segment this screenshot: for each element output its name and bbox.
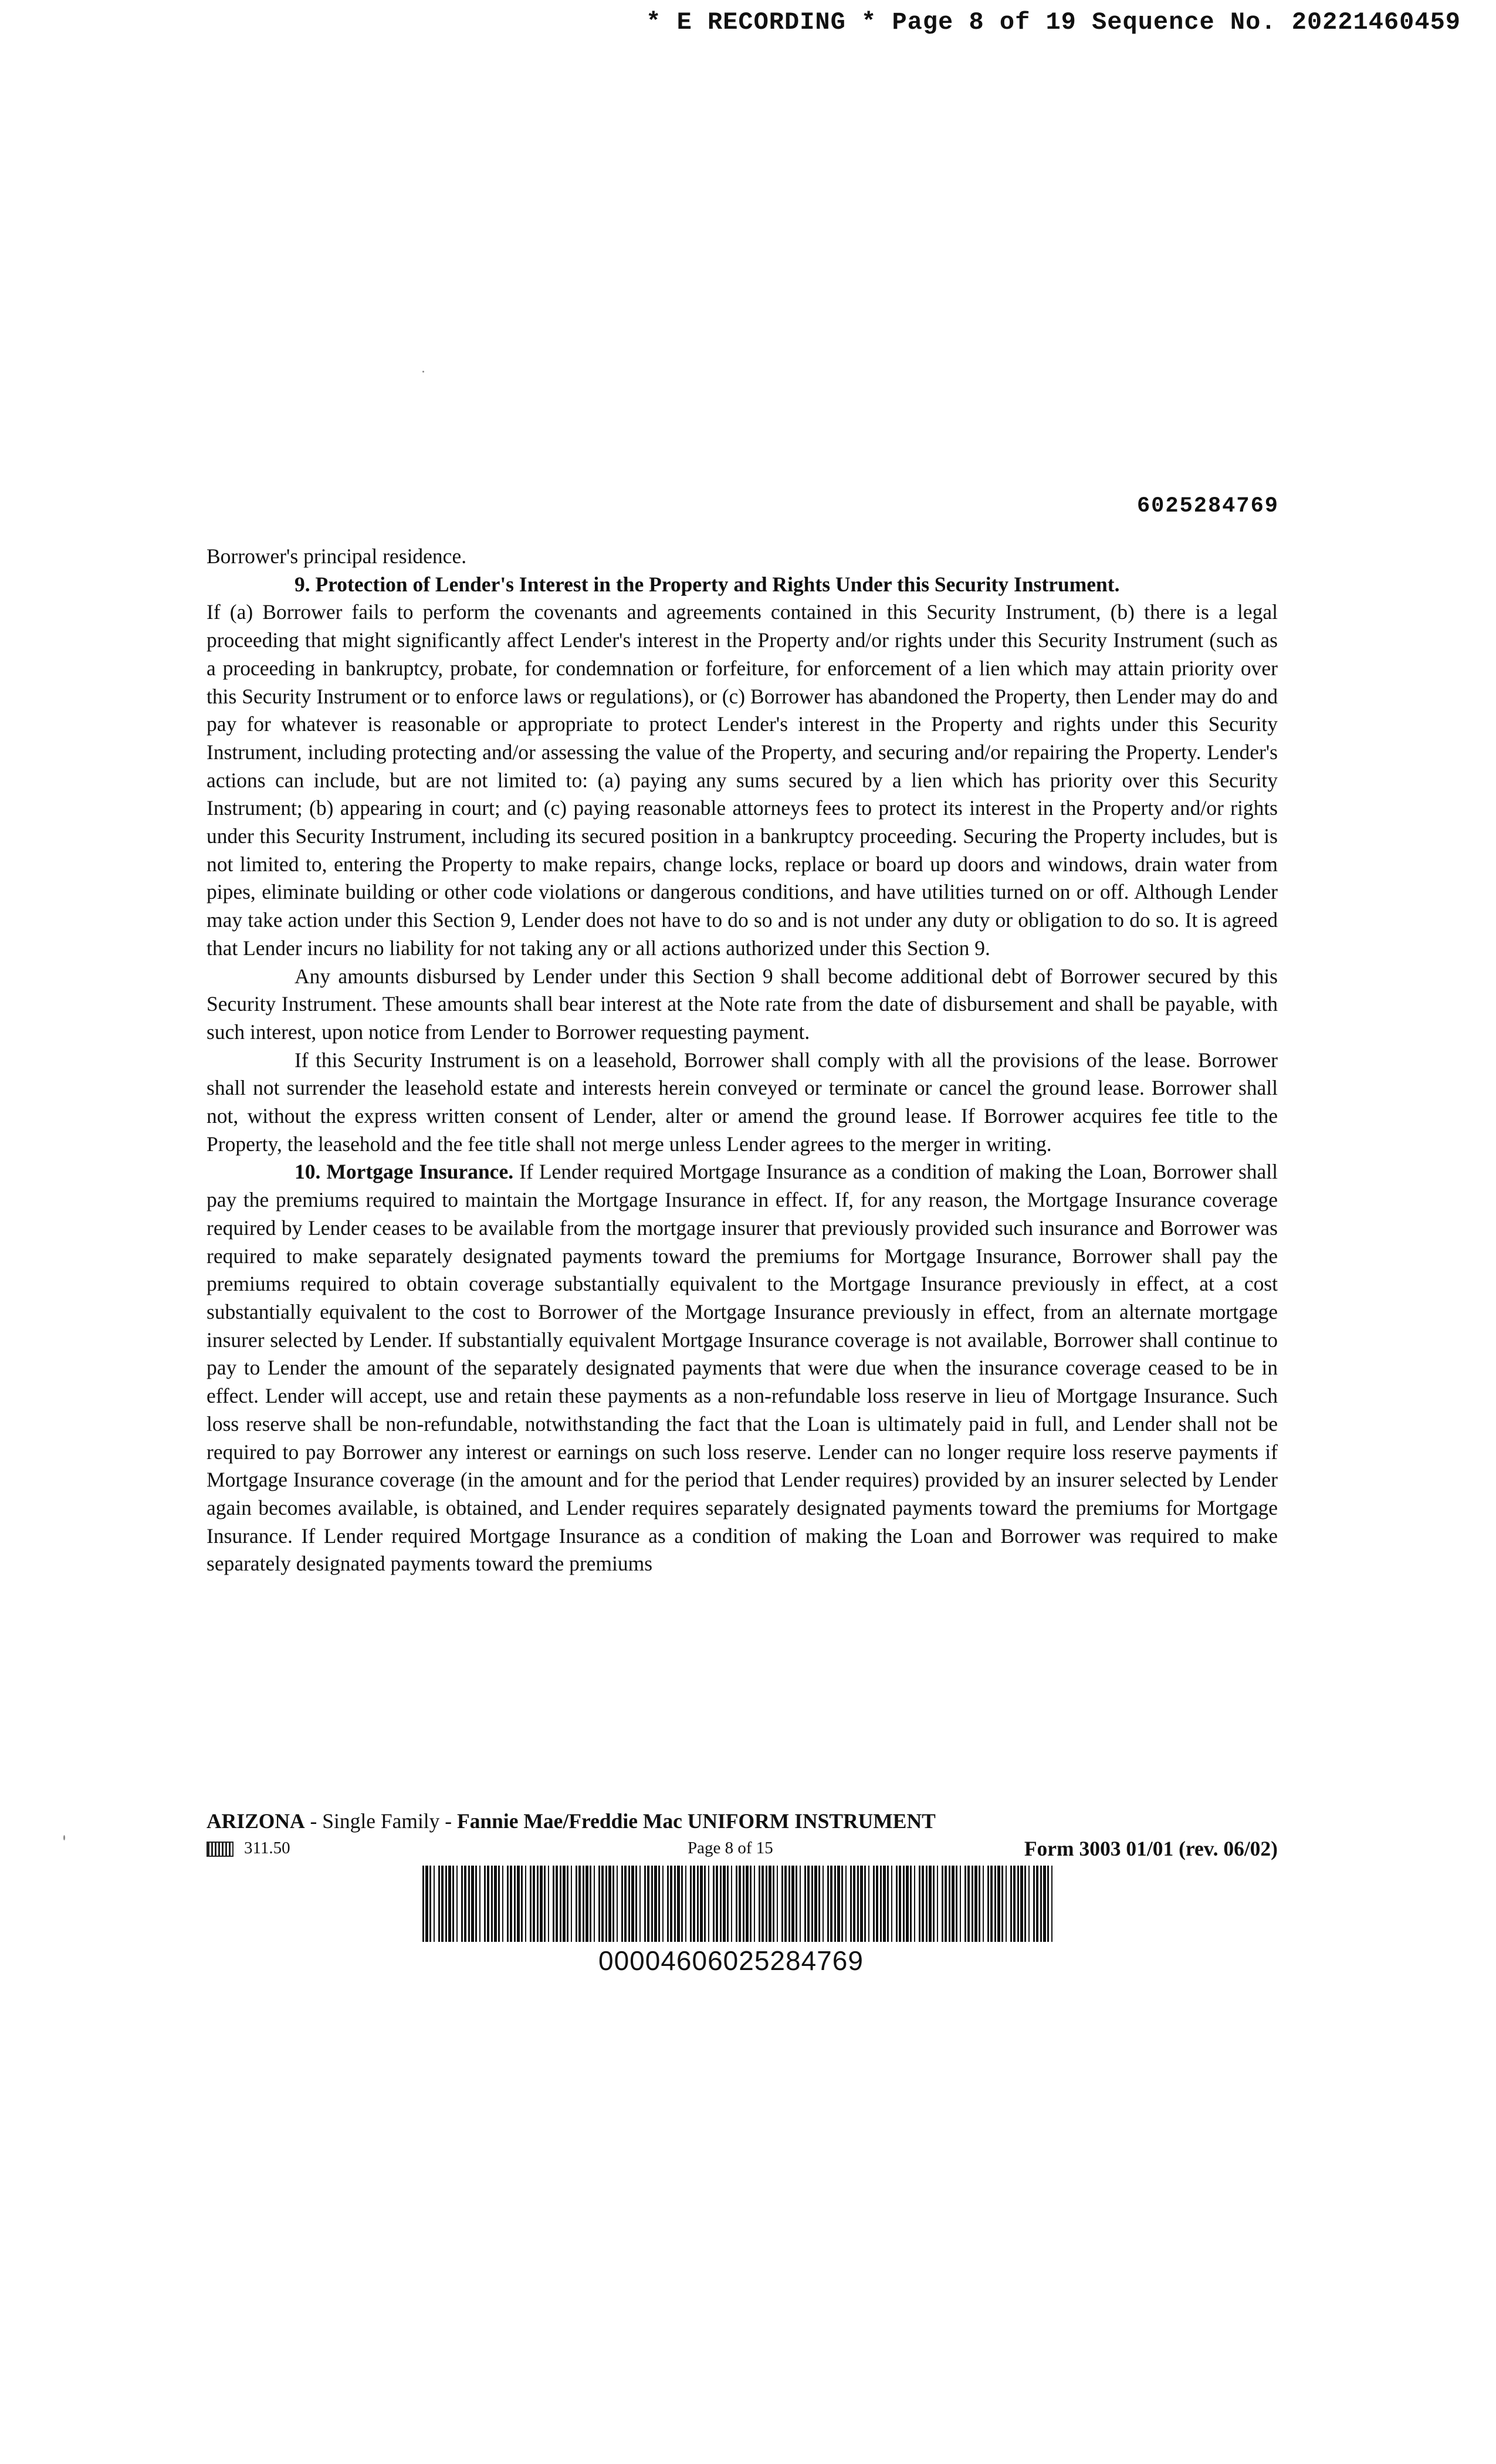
section-10-paragraph bbox=[207, 1158, 1278, 1578]
barcode bbox=[422, 1866, 1056, 1976]
section-9-paragraph: Any amounts disbursed by Lender under this Section 9 shall become additional debt of Borrower secured by this Security Instrument. These amounts shall bear interest at the Note rate from the date of disbursement and shall be payable, with such interest, upon notice from Lender to Borrower requesting payment. bbox=[207, 964, 1278, 1044]
barcode-icon bbox=[422, 1866, 1056, 1942]
section-10-text: If Lender required Mortgage Insurance as a condition of making the Loan, Borrower shall pay the premiums required to maintain the Mortgage Insurance in effect. If, for any reason, the Mortgage Insurance coverage required by Lender ceases to be available from the mortgage insurer that previously provided such insurance and Borrower was required to make separately designated payments toward the premiums for Mortgage Insurance, Borrower shall pay the premiums required to obtain coverage substantially equivalent to the Mortgage Insurance previously in effect, at a cost substantially equivalent to the cost to Borrower of the Mortgage Insurance previously in effect, from an alternate mortgage insurer selected by Lender. If substantially equivalent Mortgage Insurance coverage is not available, Borrower shall continue to pay to Lender the amount of the separately designated payments that were due when the insurance coverage ceased to be in effect. Lender will accept, use and retain these payments as a non-refundable loss reserve in lieu of Mortgage Insurance. Such loss reserve shall be non-refundable, notwithstanding the fact that the Loan is ultimately paid in full, and Lender shall not be required to pay Borrower any interest or earnings on such loss reserve. Lender can no longer require loss reserve payments if Mortgage Insurance coverage (in the amount and for the period that Lender requires) provided by an insurer selected by Lender again becomes available, is obtained, and Lender requires separately designated payments toward the premiums for Mortgage Insurance. If Lender required Mortgage Insurance as a condition of making the Loan and Borrower was required to make separately designated payments toward the premiums bbox=[207, 1160, 1278, 1576]
continuation-text: Borrower's principal residence. bbox=[207, 544, 467, 568]
footer-meta bbox=[207, 1836, 1278, 1862]
state-label: ARIZONA bbox=[207, 1809, 305, 1833]
scan-speck bbox=[63, 1835, 65, 1840]
family-description: - Single Family - bbox=[304, 1809, 457, 1833]
uniform-instrument-label: Fannie Mae/Freddie Mac UNIFORM INSTRUMENT bbox=[457, 1809, 936, 1833]
form-logo-icon bbox=[207, 1842, 233, 1857]
form-code-text: 311.50 bbox=[244, 1839, 290, 1857]
document-body bbox=[207, 543, 1278, 1578]
loan-number: 6025284769 bbox=[1136, 494, 1279, 519]
instrument-title bbox=[207, 1809, 1278, 1833]
form-code bbox=[207, 1839, 290, 1858]
page-indicator: Page 8 of 15 bbox=[688, 1839, 773, 1857]
barcode-number: 00004606025284769 bbox=[598, 1945, 864, 1976]
section-9-paragraph: If this Security Instrument is on a leasehold, Borrower shall comply with all the provisions of the lease. Borrower shall not surrender the leasehold estate and interests herein conveyed or terminate or cancel the ground lease. Borrower shall not, without the express written consent of Lender, alter or amend the ground lease. If Borrower acquires fee title to the Property, the leasehold and the fee title shall not merge unless Lender agrees to the merger in writing. bbox=[207, 1048, 1278, 1156]
section-9-paragraph: If (a) Borrower fails to perform the covenants and agreements contained in this Security Instrument, (b) there is a legal proceeding that might significantly affect Lender's interest in the Property and/or rights under this Security Instrument (such as a proceeding in bankruptcy, probate, for condemnation or forfeiture, for enforcement of a lien which may attain priority over this Security Instrument or to enforce laws or regulations), or (c) Borrower has abandoned the Property, then Lender may do and pay for whatever is reasonable or appropriate to protect Lender's interest in the Property and rights under this Security Instrument, including protecting and/or assessing the value of the Property, and securing and/or repairing the Property. Lender's actions can include, but are not limited to: (a) paying any sums secured by a lien which has priority over this Security Instrument; (b) appearing in court; and (c) paying reasonable attorneys fees to protect its interest in the Property and/or rights under this Security Instrument, including its secured position in a bankruptcy proceeding. Securing the Property includes, but is not limited to, entering the Property to make repairs, change locks, replace or board up doors and windows, drain water from pipes, eliminate building or other code violations or dangerous conditions, and have utilities turned on or off. Although Lender may take action under this Section 9, Lender does not have to do so and is not under any duty or obligation to do so. It is agreed that Lender incurs no liability for not taking any or all actions authorized under this Section 9. bbox=[207, 600, 1278, 960]
scan-speck bbox=[422, 371, 424, 373]
section-10-heading: 10. Mortgage Insurance. bbox=[295, 1160, 514, 1184]
recording-header: * E RECORDING * Page 8 of 19 Sequence No. 20221460459 bbox=[646, 8, 1461, 36]
section-9-heading: 9. Protection of Lender's Interest in the Property and Rights Under this Security Instrument. bbox=[295, 572, 1120, 596]
form-number: Form 3003 01/01 (rev. 06/02) bbox=[1024, 1837, 1278, 1860]
